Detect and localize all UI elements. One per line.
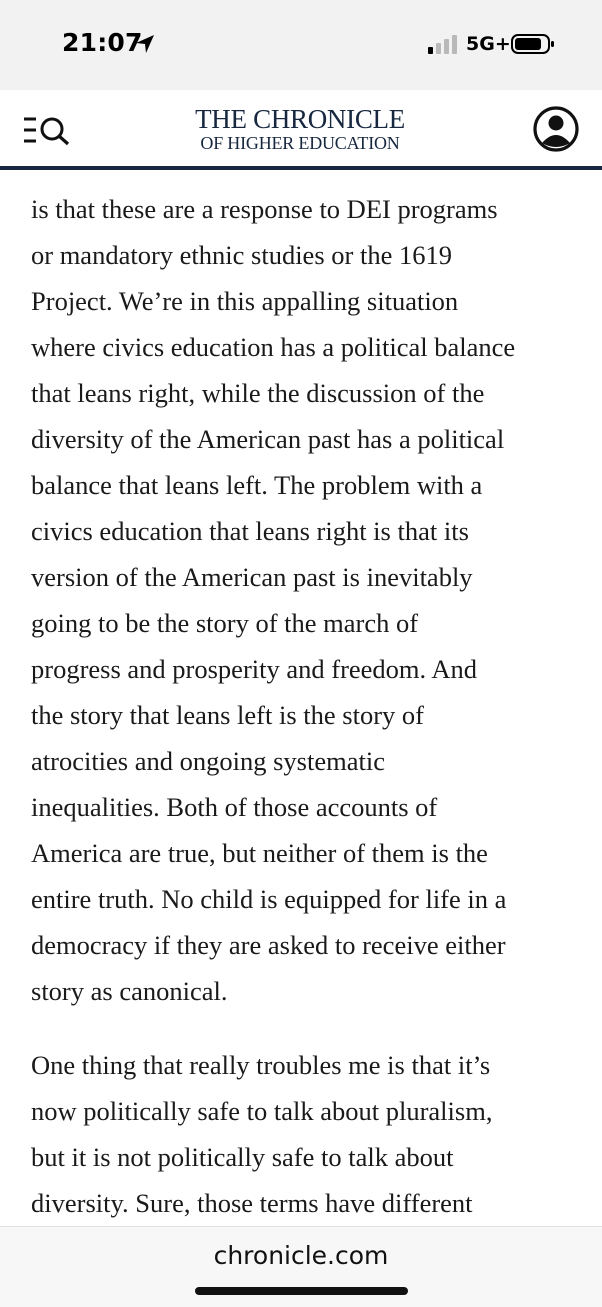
paragraph-line: diversity. Sure, those terms have different — [31, 1188, 473, 1218]
paragraph-line: One thing that really troubles me is that it’s — [31, 1050, 491, 1080]
location-arrow-icon — [134, 33, 156, 55]
article-paragraph-2 — [31, 1042, 576, 1226]
masthead-subtitle: OF HIGHER EDUCATION — [200, 133, 400, 153]
article-body — [0, 170, 602, 1226]
paragraph-line: where civics education has a political balance — [31, 332, 516, 362]
status-time: 21:07 — [62, 28, 143, 57]
masthead-logo[interactable] — [150, 106, 450, 152]
masthead-title: THE CHRONICLE — [195, 104, 405, 134]
cellular-signal-icon — [428, 34, 460, 54]
menu-search-icon[interactable] — [22, 114, 72, 146]
paragraph-line: diversity of the American past has a political — [31, 424, 505, 454]
site-header — [0, 90, 602, 170]
network-label: 5G+ — [466, 33, 511, 55]
battery-icon — [511, 33, 555, 55]
paragraph-line: that leans right, while the discussion of the — [31, 378, 485, 408]
paragraph-line: version of the American past is inevitably — [31, 562, 473, 592]
paragraph-line: democracy if they are asked to receive either — [31, 930, 506, 960]
paragraph-line: atrocities and ongoing systematic — [31, 746, 385, 776]
paragraph-line: is that these are a response to DEI programs — [31, 194, 498, 224]
paragraph-line: progress and prosperity and freedom. And — [31, 654, 477, 684]
paragraph-line: inequalities. Both of those accounts of — [31, 792, 438, 822]
paragraph-line: the story that leans left is the story of — [31, 700, 424, 730]
home-indicator[interactable] — [195, 1287, 408, 1295]
paragraph-line: now politically safe to talk about pluralism, — [31, 1096, 493, 1126]
paragraph-line: entire truth. No child is equipped for life in a — [31, 884, 507, 914]
account-icon[interactable] — [532, 105, 580, 153]
paragraph-line: Project. We’re in this appalling situation — [31, 286, 459, 316]
paragraph-line: but it is not politically safe to talk about — [31, 1142, 454, 1172]
paragraph-line: or mandatory ethnic studies or the 1619 — [31, 240, 452, 270]
article-paragraph-1 — [31, 186, 576, 1014]
paragraph-line: story as canonical. — [31, 976, 228, 1006]
paragraph-line: balance that leans left. The problem with a — [31, 470, 483, 500]
browser-url-bar[interactable] — [0, 1226, 602, 1307]
paragraph-line: America are true, but neither of them is the — [31, 838, 488, 868]
paragraph-line: civics education that leans right is that its — [31, 516, 469, 546]
url-domain[interactable]: chronicle.com — [213, 1241, 389, 1270]
paragraph-line: going to be the story of the march of — [31, 608, 419, 638]
status-bar — [0, 0, 602, 90]
